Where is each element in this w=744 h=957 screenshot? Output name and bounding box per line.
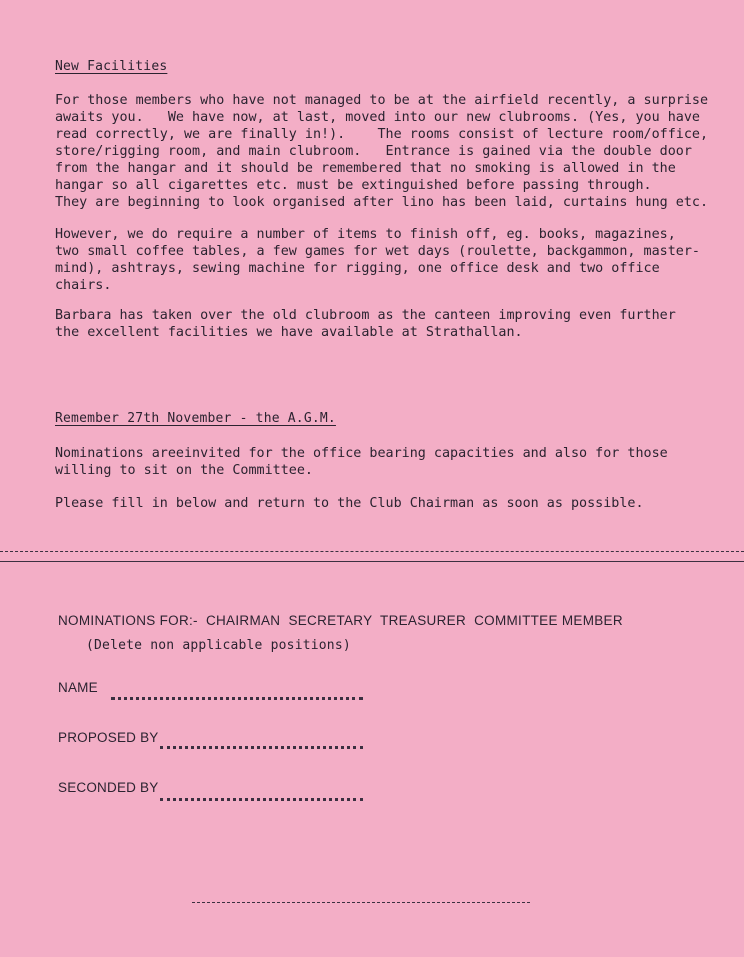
text-line: from the hangar and it should be remembered that no smoking is allowed in the — [55, 161, 676, 176]
text-line: store/rigging room, and main clubroom. Entrance is gained via the double door — [55, 144, 692, 159]
cut-line-solid — [0, 561, 744, 562]
text-line: chairs. — [55, 278, 112, 293]
proposed-by-field[interactable] — [160, 746, 363, 749]
text-line: willing to sit on the Committee. — [55, 463, 313, 478]
text-line: two small coffee tables, a few games for wet days (roulette, backgammon, master- — [55, 244, 700, 259]
nominations-for-line: NOMINATIONS FOR:- CHAIRMAN SECRETARY TREASURER COMMITTEE MEMBER — [58, 613, 623, 628]
paragraph-canteen — [55, 307, 735, 341]
text-line: Please fill in below and return to the Club Chairman as soon as possible. — [55, 496, 644, 511]
text-line: For those members who have not managed to be at the airfield recently, a surprise — [55, 93, 709, 108]
name-label: NAME — [58, 680, 98, 695]
delete-note: (Delete non applicable positions) — [86, 638, 351, 653]
proposed-by-label: PROPOSED BY — [58, 730, 159, 745]
paragraph-return-instructions — [55, 495, 735, 512]
seconded-by-label: SECONDED BY — [58, 780, 159, 795]
text-line: hangar so all cigarettes etc. must be extinguished before passing through. — [55, 178, 652, 193]
text-line: awaits you. We have now, at last, moved into our new clubrooms. (Yes, you have — [55, 110, 700, 125]
section-heading-new-facilities: New Facilities — [55, 59, 168, 74]
text-line: However, we do require a number of items to finish off, eg. books, magazines, — [55, 227, 676, 242]
text-line: They are beginning to look organised after lino has been laid, curtains hung etc. — [55, 195, 709, 210]
paragraph-nominations — [55, 445, 735, 479]
cut-line-dashed — [0, 551, 744, 552]
text-line: the excellent facilities we have available at Strathallan. — [55, 325, 523, 340]
seconded-by-field[interactable] — [160, 798, 363, 801]
name-field[interactable] — [111, 697, 363, 700]
text-line: Barbara has taken over the old clubroom as the canteen improving even further — [55, 308, 676, 323]
text-line: mind), ashtrays, sewing machine for rigging, one office desk and two office — [55, 261, 660, 276]
paragraph-new-clubrooms — [55, 92, 735, 211]
text-line: read correctly, we are finally in!). The rooms consist of lecture room/office, — [55, 127, 709, 142]
paragraph-items-required — [55, 226, 735, 294]
text-line: Nominations areeinvited for the office bearing capacities and also for those — [55, 446, 668, 461]
signature-line[interactable] — [192, 902, 530, 903]
section-heading-agm: Remember 27th November - the A.G.M. — [55, 411, 336, 426]
